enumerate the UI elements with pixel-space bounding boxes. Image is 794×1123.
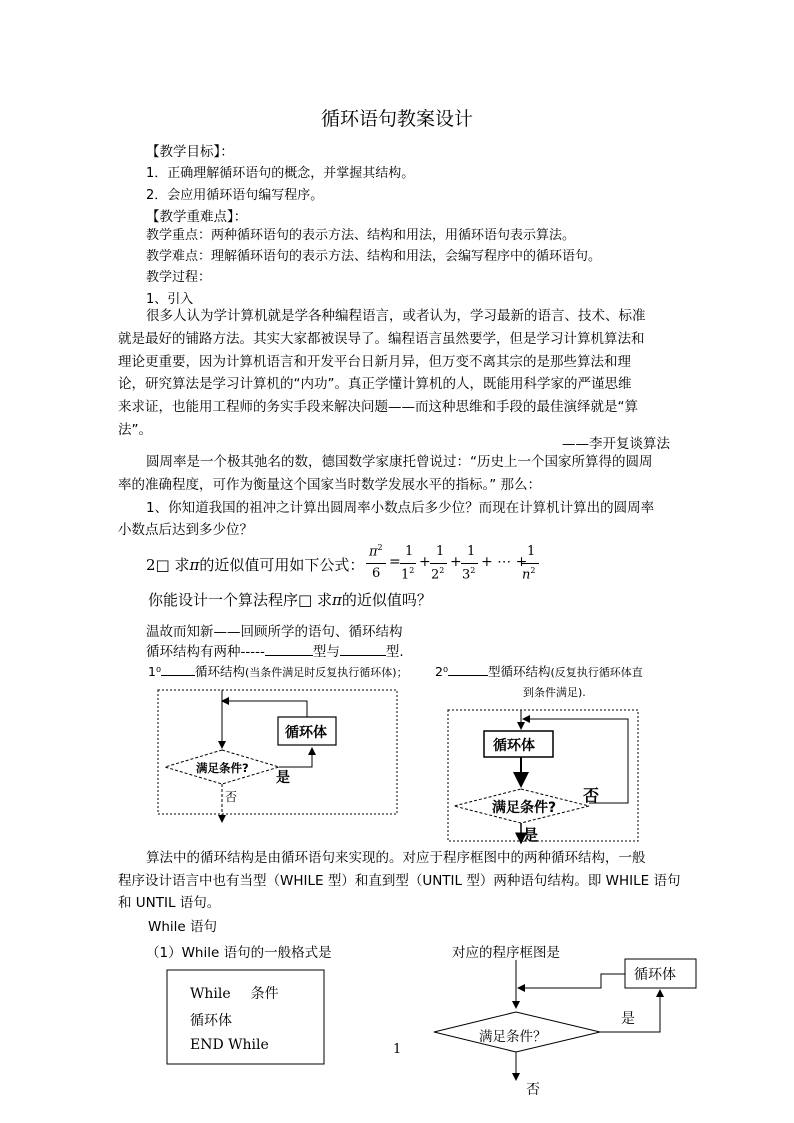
formula-den-base: 1 — [401, 567, 410, 583]
while-code-line2: 循环体 — [190, 1013, 232, 1029]
question3-text: 你能设计一个算法程序□ 求 — [148, 591, 332, 609]
flow3-condition: 满足条件？ — [479, 1029, 547, 1045]
intro-line: 很多人认为学计算机就是学各种编程语言，或者认为，学习最新的语言、技术、标准 — [146, 308, 646, 324]
flow2-no: 否 — [583, 786, 600, 805]
arrow-yes — [279, 748, 312, 767]
dashed-frame — [158, 690, 397, 814]
explain-line: 和 UNTIL 语句。 — [118, 895, 221, 911]
type1-note: (当条件满足时反复执行循环体)； — [244, 666, 408, 679]
explain-paragraph — [118, 847, 680, 915]
question2-text: 的近似值可用如下公式： — [199, 556, 365, 574]
loop-types-middle: 型与 — [312, 644, 340, 660]
while-code-line3: END While — [190, 1037, 269, 1053]
while-general: （1）While 语句的一般格式是 — [146, 945, 332, 961]
review-line: 温故而知新——回顾所学的语句、循环结构 — [146, 624, 403, 640]
formula-den-base: 3 — [462, 567, 471, 583]
formula-num: 1 — [436, 544, 445, 559]
flowchart-while — [158, 690, 397, 822]
formula-den-base: 2 — [431, 567, 440, 583]
flow1-body: 循环体 — [285, 725, 327, 741]
type2-note-cont: 到条件满足). — [523, 686, 586, 699]
formula-den-n: n — [522, 567, 531, 583]
formula-sup: 2 — [439, 566, 445, 575]
key-point: 教学重点：两种循环语句的表示方法、结构和用法，用循环语句表示算法。 — [146, 228, 576, 243]
formula-eq: = — [389, 554, 401, 570]
intro-line: 法”。 — [118, 421, 152, 438]
formula-sup: 2 — [530, 566, 536, 575]
flow1-yes: 是 — [276, 770, 290, 786]
flow2-yes: 是 — [523, 826, 539, 844]
intro-line: 来求证，也能用工程师的务实手段来解决问题——而这种思维和手段的最佳演绎就是“算 — [118, 399, 638, 416]
type2-num: 2⁰ — [435, 664, 448, 679]
type2-note: (反复执行循环体直 — [550, 666, 643, 679]
flowchart-until — [448, 710, 638, 843]
intro-line: 理论更重要，因为计算机语言和开发平台日新月异，但万变不离其宗的是那些算法和理 — [118, 353, 631, 370]
formula-sup: 2 — [377, 543, 383, 552]
keypoints-heading: 【教学重难点】： — [146, 209, 248, 225]
difficulty: 教学难点：理解循环语句的表示方法、结构和用法，会编写程序中的循环语句。 — [146, 249, 602, 264]
while-code-line1 — [190, 983, 279, 1003]
explain-line: 算法中的循环结构是由循环语句来实现的。对应于程序框图中的两种循环结构，一般 — [146, 850, 646, 866]
dashed-frame — [448, 710, 638, 841]
arrow-back — [518, 974, 625, 988]
question1-line: 小数点后达到多少位？ — [118, 522, 253, 539]
type1-text: 循环结构 — [194, 664, 245, 679]
formula-lhs-den: 6 — [372, 566, 381, 581]
flow3-yes: 是 — [621, 1011, 635, 1027]
while-keyword: While — [190, 986, 231, 1002]
loop-types-end: 型. — [385, 644, 404, 660]
formula-plus: + — [419, 554, 431, 570]
formula-plus: + — [450, 554, 462, 570]
pi-symbol: π — [189, 556, 200, 574]
formula-num: 1 — [405, 544, 414, 559]
objective-item: 2．会应用循环语句编写程序。 — [146, 188, 324, 203]
flow3-body: 循环体 — [634, 967, 676, 983]
question3-text: 的近似值吗？ — [341, 591, 432, 609]
while-flow-title: 对应的程序框图是 — [452, 945, 560, 961]
while-condition: 条件 — [250, 986, 279, 1002]
type1-num: 1⁰ — [148, 664, 161, 679]
objective-item: 1．正确理解循环语句的概念，并掌握其结构。 — [146, 166, 415, 181]
type2-text: 型循环结构 — [487, 664, 551, 679]
flow1-condition: 满足条件? — [196, 761, 249, 775]
objectives-heading: 【教学目标】： — [146, 144, 234, 160]
quote-author: ——李开复谈算法 — [562, 436, 670, 452]
formula-sup: 2 — [409, 566, 415, 575]
flow2-condition: 满足条件? — [492, 800, 557, 816]
intro-line: 论，研究算法是学习计算机的“内功”。真正学懂计算机的人，既能用科学家的严谨思维 — [118, 376, 632, 393]
page-title: 循环语句教案设计 — [320, 108, 473, 130]
intro-line: 就是最好的铺路方法。其实大家都被误导了。编程语言虽然要学，但是学习计算机算法和 — [118, 330, 645, 347]
flow1-no: 否 — [225, 790, 238, 804]
formula-num: 1 — [527, 544, 536, 559]
formula-num: 1 — [467, 544, 476, 559]
arrow-back — [222, 701, 307, 717]
pi-symbol: π — [331, 591, 342, 609]
formula-dots: + ⋯ + — [481, 554, 528, 570]
flow3-no: 否 — [526, 1082, 540, 1098]
flow2-body: 循环体 — [493, 738, 535, 754]
question1-line: 1、你知道我国的祖冲之计算出圆周率小数点后多少位？而现在计算机计算出的圆周率 — [146, 499, 655, 516]
formula-sup: 2 — [470, 566, 476, 575]
while-heading: While 语句 — [148, 919, 218, 935]
process-heading: 教学过程： — [146, 270, 212, 285]
loop-types-prefix: 循环结构有两种----- — [146, 644, 265, 660]
pi-line: 圆周率是一个极其弛名的数，德国数学家康托曾说过：“历史上一个国家所算得的圆周 — [146, 454, 653, 470]
explain-line: 程序设计语言中也有当型（WHILE 型）和直到型（UNTIL 型）两种语句结构。即 WHILE 语句 — [118, 872, 681, 889]
question2-prefix: 2□ 求 — [146, 556, 190, 574]
formula-pi: π — [369, 544, 378, 560]
page-number: 1 — [393, 1042, 402, 1057]
section-intro: 1、引入 — [146, 292, 194, 307]
pi-line: 率的准确程度，可作为衡量这个国家当时数学发展水平的指标。” 那么： — [118, 476, 542, 493]
